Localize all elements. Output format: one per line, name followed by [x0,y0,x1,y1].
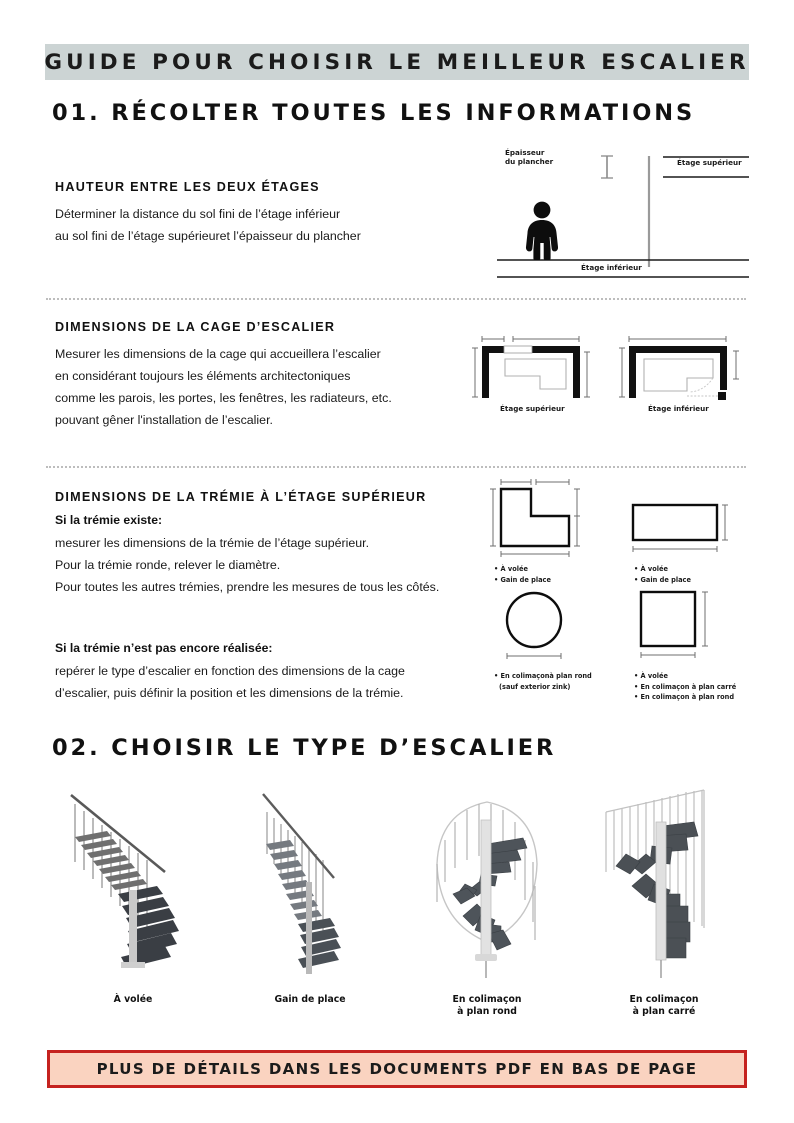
block-tremie-future-subtitle: Si la trémie n’est pas encore réalisée: [55,641,273,655]
block-dimensions-cage [55,320,392,431]
diagram-label-etage-inferieur: Étage inférieur [581,263,642,272]
block-hauteur-line-1: Déterminer la distance du sol fini de l’étage inférieur [55,207,341,221]
shape-square [641,592,708,658]
section-02-heading: 02. CHOISIR LE TYPE D’ESCALIER [52,735,557,761]
stair-caption-colimacon-carre: En colimaçon à plan carré [629,994,699,1017]
block-tremie-subtitle: Si la trémie existe: [55,513,163,527]
document-title-banner [45,44,749,80]
block-dimensions-tremie [55,490,439,598]
stair-art-straight-flight [45,782,221,987]
diagram-hauteur-etages [497,148,749,278]
block-hauteur-title: HAUTEUR ENTRE LES DEUX ÉTAGES [55,180,320,194]
shape-l [490,479,580,557]
diagram-label-etage-superieur: Étage supérieur [677,158,742,167]
block-tremie-line-3: Pour toutes les autres trémies, prendre les mesures de tous les côtés. [55,580,440,594]
stair-type-gain-de-place [222,782,398,1027]
block-cage-line-4: pouvant gêner l'installation de l’escalier. [55,413,273,427]
block-tremie-title: DIMENSIONS DE LA TRÉMIE À L’ÉTAGE SUPÉRIEUR [55,490,427,504]
diagram-label-epaisseur: Épaisseur du plancher [505,148,554,167]
block-cage-line-3: comme les parois, les portes, les fenêtres, les radiateurs, etc. [55,391,392,405]
cta-banner-pdf-details[interactable] [47,1050,747,1088]
block-hauteur-line-2: au sol fini de l’étage supérieuret l’épaisseur du plancher [55,229,361,243]
tremie-bullets-circle: • En colimaçonà plan rond (sauf exterior zink) [494,672,592,691]
tremie-bullets-rectangle: • À volée • Gain de place [634,565,691,584]
block-tremie-future-line-1: repérer le type d’escalier en fonction des dimensions de la cage [55,664,405,678]
block-tremie-future-line-2: d’escalier, puis définir la position et les dimensions de la trémie. [55,686,404,700]
divider-1 [46,298,746,300]
stair-art-spiral-square [576,782,752,987]
block-tremie-future [55,637,405,704]
stair-type-a-volee [45,782,221,1027]
stair-caption-gain-de-place: Gain de place [274,994,346,1005]
person-icon [526,202,558,260]
stair-type-gallery [45,782,751,1027]
block-tremie-line-1: mesurer les dimensions de la trémie de l’étage supérieur. [55,536,370,550]
diagram-cage-caption-left: Étage supérieur [500,404,565,413]
diagram-tremie-shapes [484,478,746,701]
block-cage-title: DIMENSIONS DE LA CAGE D’ESCALIER [55,320,336,334]
diagram-cage-caption-right: Étage inférieur [648,404,709,413]
block-cage-line-2: en considérant toujours les éléments architectoniques [55,369,351,383]
block-hauteur-entre-etages [55,180,361,247]
shape-circle [507,593,561,659]
cta-banner-text: PLUS DE DÉTAILS DANS LES DOCUMENTS PDF EN BAS DE PAGE [96,1060,698,1078]
block-tremie-line-2: Pour la trémie ronde, relever le diamètre. [55,558,281,572]
document-title: GUIDE POUR CHOISIR LE MEILLEUR ESCALIER [44,49,750,75]
block-cage-line-1: Mesurer les dimensions de la cage qui accueillera l’escalier [55,347,381,361]
plan-lower [619,336,739,400]
diagram-tremie-svg [484,478,746,698]
stair-art-space-saver [222,782,398,987]
diagram-cage-escalier [468,334,753,420]
divider-2 [46,466,746,468]
section-01-heading: 01. RÉCOLTER TOUTES LES INFORMATIONS [52,100,696,126]
tremie-bullets-l-shape: • À volée • Gain de place [494,565,551,584]
shape-rectangle [633,505,728,552]
stair-caption-a-volee: À volée [113,994,153,1005]
plan-upper [472,336,590,398]
tremie-bullets-square: • À volée • En colimaçon à plan carré • En colimaçon à plan rond [634,672,737,701]
stair-art-spiral-round [399,782,575,987]
stair-type-colimacon-carre [576,782,752,1027]
stair-type-colimacon-rond [399,782,575,1027]
stair-caption-colimacon-rond: En colimaçon à plan rond [452,994,522,1017]
diagram-hauteur-svg [497,148,749,278]
